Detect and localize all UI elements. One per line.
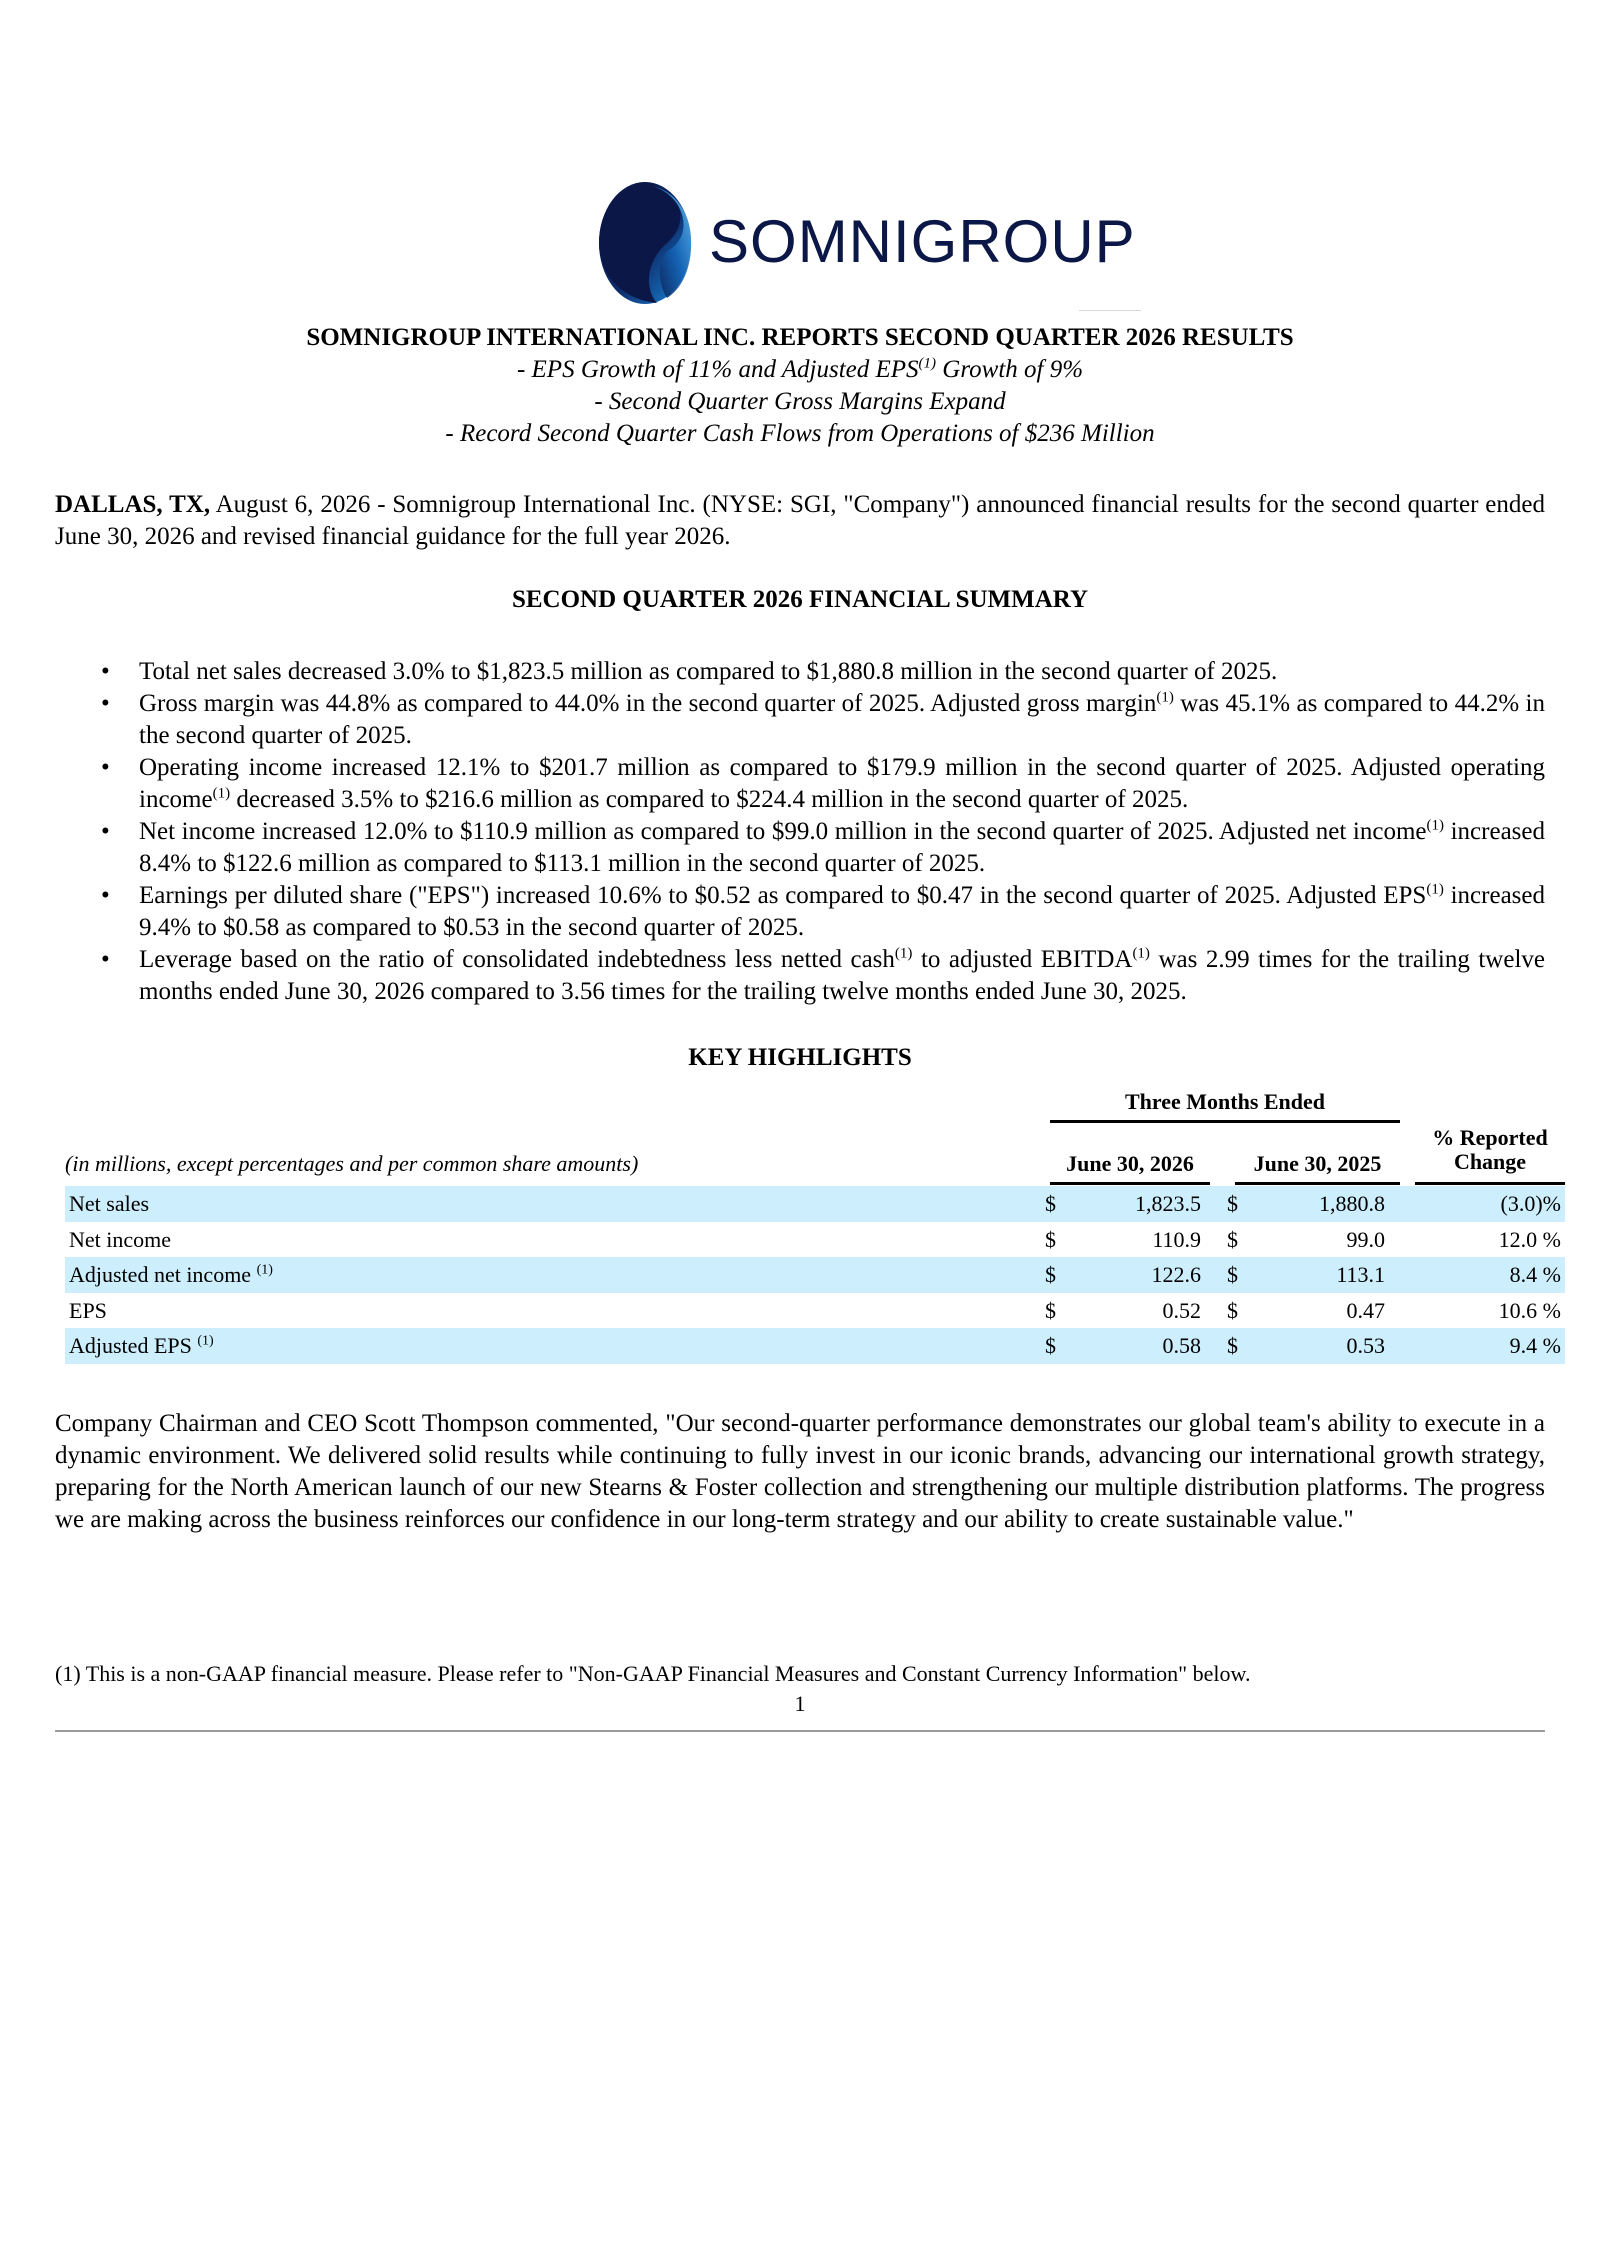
bullet-text: Operating income increased 12.1% to $201.7 million as compared to $179.9 million in the second quarter of 2025. Adjusted operating income — [139, 754, 1545, 813]
percent-change: 8.4 % — [1509, 1262, 1561, 1287]
row-label — [69, 1328, 214, 1364]
percent-change: 9.4 % — [1509, 1333, 1561, 1358]
currency-symbol: $ — [1045, 1297, 1056, 1323]
column-header-change-line1: % Reported — [1432, 1125, 1548, 1150]
row-label — [69, 1222, 171, 1258]
subheadline-1-text: - EPS Growth of 11% and Adjusted EPS — [516, 356, 919, 383]
currency-symbol: $ — [1227, 1333, 1238, 1358]
value-2025: 1,880.8 — [1319, 1191, 1385, 1216]
summary-bullet-gross-margin — [55, 688, 1545, 752]
subheadlines — [55, 354, 1545, 450]
table-header-rule — [1050, 1120, 1400, 1123]
summary-bullet-net-sales — [55, 656, 1545, 688]
currency-symbol: $ — [1227, 1191, 1238, 1216]
footnote-marker: (1) — [1132, 945, 1150, 962]
table-group-header: Three Months Ended — [1124, 1089, 1326, 1114]
value-2026: 122.6 — [1151, 1262, 1201, 1287]
column-rule — [1235, 1182, 1400, 1185]
footnote-marker: (1) — [1426, 817, 1445, 834]
subheadline-2: - Second Quarter Gross Margins Expand — [594, 388, 1006, 415]
bullet-text-end: was 2.99 times for the trailing twelve months ended June 30, 2026 compared to 3.56 times for the trailing twelve months ended June 30, 2025. — [139, 946, 1545, 1005]
table-body — [65, 1186, 1565, 1364]
bullet-text: Earnings per diluted share ("EPS") increased 10.6% to $0.52 as compared to $0.47 in the second quarter of 2025. Adjusted EPS — [139, 882, 1427, 909]
column-header-change-line2: Change — [1453, 1149, 1527, 1174]
column-header-2026: June 30, 2026 — [1066, 1151, 1194, 1176]
currency-symbol: $ — [1045, 1262, 1056, 1287]
company-logo — [597, 180, 1136, 306]
bullet-text: Gross margin was 44.8% as compared to 44.0% in the second quarter of 2025. Adjusted gross margin — [139, 690, 1157, 717]
subheadline-1-text-end: Growth of 9% — [936, 356, 1084, 383]
bullet-text-cont: decreased 3.5% to $216.6 million as compared to $224.4 million in the second quarter of 2025. — [230, 786, 1189, 813]
summary-bullet-operating-income — [55, 752, 1545, 816]
footnote-marker: (1) — [918, 355, 937, 372]
footnote: (1) This is a non-GAAP financial measure. Please refer to "Non-GAAP Financial Measures and Constant Currency Information" below. — [55, 1661, 1251, 1686]
summary-bullet-eps — [55, 880, 1545, 944]
table-units-label: (in millions, except percentages and per common share amounts) — [65, 1151, 639, 1176]
row-label-text: EPS — [69, 1297, 107, 1323]
financial-summary-title: SECOND QUARTER 2026 FINANCIAL SUMMARY — [511, 586, 1089, 613]
value-2026: 110.9 — [1152, 1226, 1201, 1252]
summary-bullet-net-income — [55, 816, 1545, 880]
press-release-headline: SOMNIGROUP INTERNATIONAL INC. REPORTS SECOND QUARTER 2026 RESULTS — [306, 324, 1294, 351]
row-label — [69, 1293, 107, 1329]
key-highlights-title: KEY HIGHLIGHTS — [688, 1044, 912, 1071]
currency-symbol: $ — [1227, 1226, 1238, 1252]
table-row — [65, 1222, 1565, 1258]
bullet-text: Total net sales decreased 3.0% to $1,823.5 million as compared to $1,880.8 million in the second quarter of 2025. — [139, 658, 1278, 685]
currency-symbol: $ — [1045, 1191, 1056, 1216]
row-label-text: Net sales — [69, 1191, 150, 1216]
value-2026: 0.58 — [1162, 1333, 1201, 1358]
row-label-text: Net income — [69, 1226, 172, 1252]
row-label — [69, 1186, 149, 1222]
bullet-text: Net income increased 12.0% to $110.9 million as compared to $99.0 million in the second quarter of 2025. Adjusted net income — [139, 818, 1427, 845]
page-bottom-rule — [55, 1730, 1545, 1732]
percent-change: 10.6 % — [1498, 1297, 1561, 1323]
column-rule — [1415, 1182, 1565, 1185]
footnote-marker: (1) — [256, 1262, 273, 1278]
row-label-text: Adjusted net income — [69, 1262, 257, 1287]
table-row — [65, 1328, 1565, 1364]
footnote-marker: (1) — [1426, 881, 1444, 898]
financial-summary-list — [55, 656, 1545, 1008]
logo-divider — [1079, 310, 1141, 311]
footnote-marker: (1) — [197, 1333, 214, 1349]
currency-symbol: $ — [1045, 1333, 1056, 1358]
bullet-text-cont: to adjusted EBITDA — [912, 946, 1133, 973]
footnote-marker: (1) — [212, 785, 231, 802]
currency-symbol: $ — [1045, 1226, 1056, 1252]
bullet-text-cont: increased 9.4% to $0.58 as compared to $0.53 in the second quarter of 2025. — [139, 882, 1545, 941]
row-label-text: Adjusted EPS — [69, 1333, 198, 1358]
currency-symbol: $ — [1227, 1262, 1238, 1287]
table-row — [65, 1257, 1565, 1293]
percent-change: 12.0 % — [1498, 1226, 1561, 1252]
ceo-quote-paragraph: Company Chairman and CEO Scott Thompson commented, "Our second-quarter performance demonstrates our global team's ability to execute in a dynamic environment. We delivered solid results while continuing to fully invest in our iconic brands, advancing our international growth strategy, preparing for the North American launch of our new Stearns & Foster collection and strengthening our multiple distribution platforms. The progress we are making across the business reinforces our confidence in our long-term strategy and our ability to create sustainable value." — [55, 1410, 1545, 1533]
row-label — [69, 1257, 273, 1293]
intro-text: August 6, 2026 - Somnigroup International Inc. (NYSE: SGI, "Company") announced financial results for the second quarter ended June 30, 2026 and revised financial guidance for the full year 2026. — [55, 491, 1545, 550]
summary-bullet-leverage — [55, 944, 1545, 1008]
column-rule — [1050, 1182, 1210, 1185]
value-2025: 99.0 — [1346, 1226, 1385, 1252]
page-number: 1 — [794, 1691, 806, 1716]
subheadline-3: - Record Second Quarter Cash Flows from Operations of $236 Million — [445, 420, 1155, 447]
table-row — [65, 1186, 1565, 1222]
subheadline-1 — [55, 354, 1545, 386]
value-2025: 0.53 — [1346, 1333, 1385, 1358]
logo-wordmark: SOMNIGROUP — [709, 208, 1136, 275]
bullet-text: Leverage based on the ratio of consolidated indebtedness less netted cash — [139, 946, 895, 973]
intro-paragraph — [55, 489, 1545, 553]
value-2026: 1,823.5 — [1135, 1191, 1201, 1216]
currency-symbol: $ — [1227, 1297, 1238, 1323]
bullet-text-cont: was 45.1% as compared to 44.2% in the second quarter of 2025. — [139, 690, 1545, 749]
dateline: DALLAS, TX, — [55, 491, 211, 518]
value-2025: 0.47 — [1346, 1297, 1385, 1323]
column-header-change — [1415, 1126, 1565, 1174]
value-2025: 113.1 — [1336, 1262, 1385, 1287]
somnigroup-logo-mark-icon — [597, 180, 693, 306]
percent-change: (3.0)% — [1500, 1191, 1561, 1216]
table-row — [65, 1293, 1565, 1329]
footnote-marker: (1) — [1156, 689, 1174, 706]
footnote-marker: (1) — [894, 945, 913, 962]
value-2026: 0.52 — [1162, 1297, 1201, 1323]
column-header-2025: June 30, 2025 — [1253, 1151, 1382, 1176]
bullet-text-cont: increased 8.4% to $122.6 million as compared to $113.1 million in the second quarter of 2025. — [139, 818, 1545, 877]
